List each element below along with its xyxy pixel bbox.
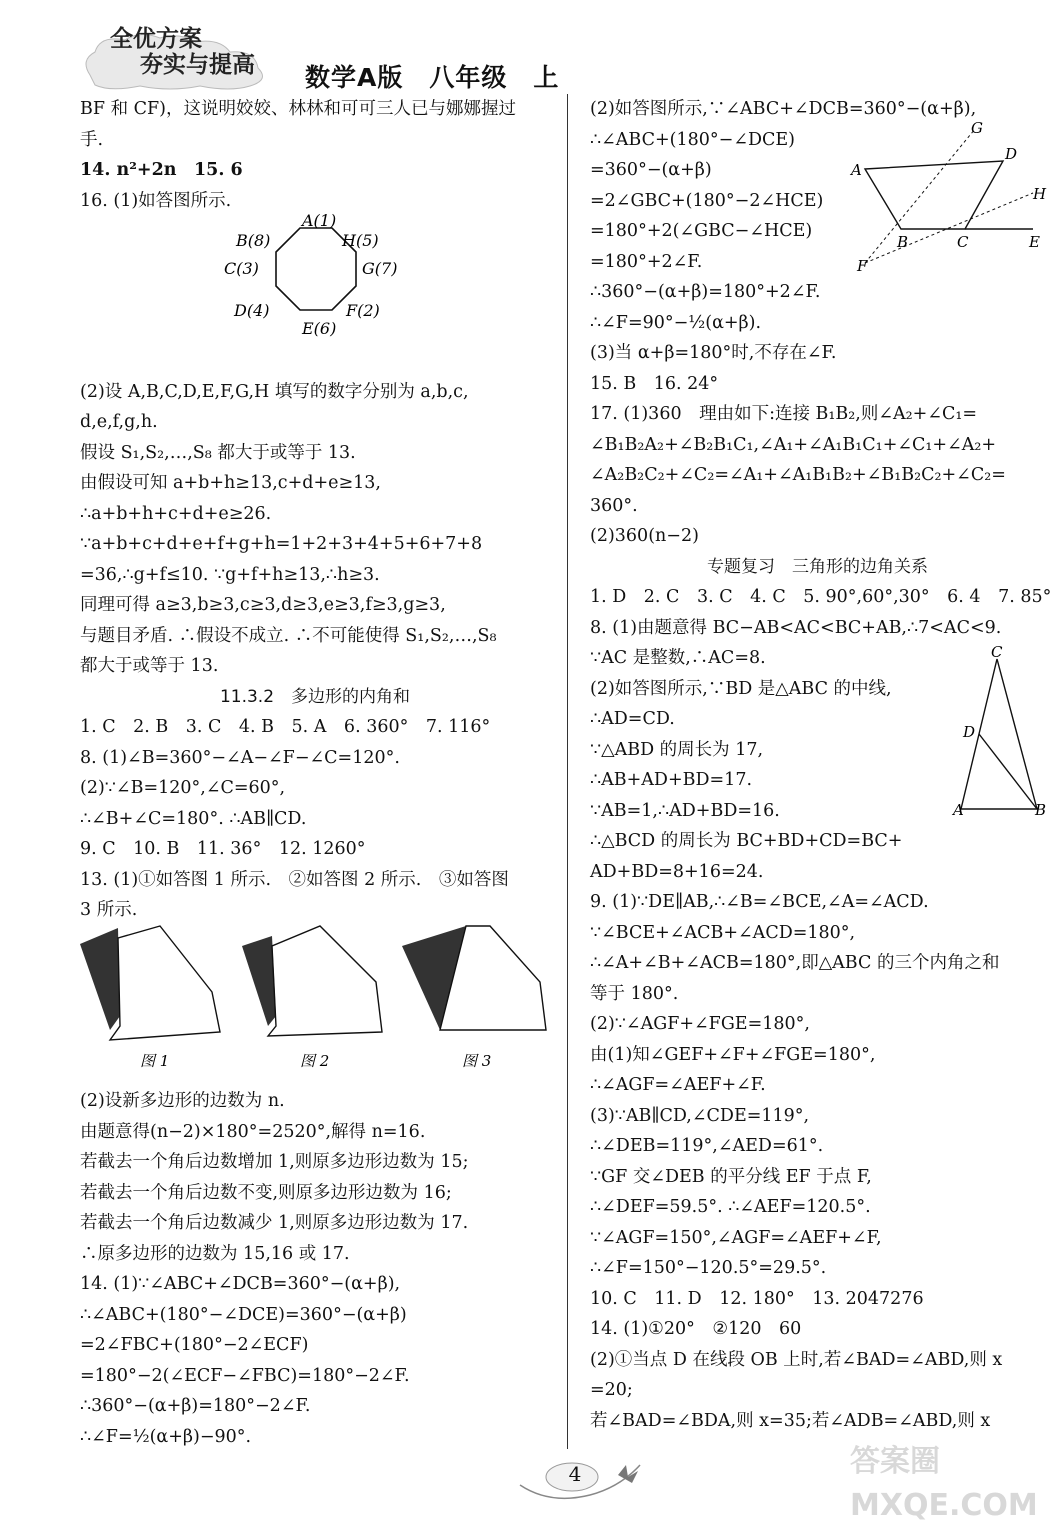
answer-line: ∵△ABD 的周长为 17, bbox=[590, 739, 764, 760]
answer-line: 9. C 10. B 11. 36° 12. 1260° bbox=[80, 839, 366, 859]
answer-line: (2)如答图所示,∵BD 是△ABC 的中线, bbox=[590, 678, 892, 699]
section-heading: 专题复习 三角形的边角关系 bbox=[707, 556, 928, 577]
right-column bbox=[590, 94, 1051, 1436]
answer-line: ∴△BCD 的周长为 BC+BD+CD=BC+ bbox=[590, 831, 903, 851]
answer-line: 8. (1)由题意得 BC−AB<AC<BC+AB,∴7<AC<9. bbox=[590, 617, 1002, 638]
answer-line: ∵∠BCE+∠ACB+∠ACD=180°, bbox=[590, 922, 856, 943]
octagon-label-e: E(6) bbox=[302, 319, 337, 338]
answer-line: ∴∠ABC+(180°−∠DCE)=360°−(α+β) bbox=[80, 1304, 407, 1325]
answer-line: d,e,f,g,h. bbox=[80, 412, 158, 432]
octagon-figure bbox=[80, 211, 550, 366]
quadrilateral-figure bbox=[845, 118, 1047, 275]
answer-line: ∴a+b+h+c+d+e≥26. bbox=[80, 503, 272, 524]
answer-line: 17. (1)360 理由如下:连接 B₁B₂,则∠A₂+∠C₁= bbox=[590, 404, 978, 424]
answer-line: =180°−2(∠ECF−∠FBC)=180°−2∠F. bbox=[80, 1365, 410, 1386]
fig-caption-2: 图 2 bbox=[300, 1051, 330, 1070]
fig14-label-h: H bbox=[1033, 184, 1047, 203]
fig14-label-c: C bbox=[957, 232, 969, 251]
octagon-label-f: F(2) bbox=[346, 301, 380, 320]
answer-line: 14. n²+2n 15. 6 bbox=[80, 160, 243, 180]
answer-line: (2)如答图所示,∵∠ABC+∠DCB=360°−(α+β), bbox=[590, 99, 977, 119]
answer-line: (2)360(n−2) bbox=[590, 526, 699, 546]
answer-line: 同理可得 a≥3,b≥3,c≥3,d≥3,e≥3,f≥3,g≥3, bbox=[80, 595, 446, 615]
fig8-label-b: B bbox=[1035, 801, 1047, 819]
answer-line: ∵AC 是整数,∴AC=8. bbox=[590, 648, 766, 668]
answer-line: 8. (1)∠B=360°−∠A−∠F−∠C=120°. bbox=[80, 747, 400, 768]
answer-line: 14. (1)∵∠ABC+∠DCB=360°−(α+β), bbox=[80, 1274, 401, 1294]
answer-line: 若截去一个角后边数减少 1,则原多边形边数为 17. bbox=[80, 1213, 469, 1233]
answer-line: ∴∠B+∠C=180°. ∴AB∥CD. bbox=[80, 808, 307, 829]
page-title: 数学A版 八年级 上 bbox=[305, 63, 560, 92]
answer-line: ∴360°−(α+β)=180°+2∠F. bbox=[590, 282, 821, 302]
fig14-label-a: A bbox=[851, 160, 862, 179]
answer-line: ∴AB+AD+BD=17. bbox=[590, 770, 753, 790]
answer-line: 1. D 2. C 3. C 4. C 5. 90°,60°,30° 6. 4 7. 85° bbox=[590, 587, 1051, 607]
answer-line: BF 和 CF)，这说明姣姣、林林和可可三人已与娜娜握过 bbox=[80, 99, 516, 119]
answer-line: (3)当 α+β=180°时,不存在∠F. bbox=[590, 343, 837, 363]
fig8-label-c: C bbox=[991, 643, 1003, 661]
answer-line: =2∠GBC+(180°−2∠HCE) bbox=[590, 190, 824, 211]
answer-line: 手. bbox=[80, 129, 104, 150]
octagon-label-a: A(1) bbox=[302, 211, 337, 230]
answer-line: =180°+2(∠GBC−∠HCE) bbox=[590, 221, 813, 241]
octagon-label-d: D(4) bbox=[234, 301, 270, 320]
answer-line: 由假设可知 a+b+h≥13,c+d+e≥13, bbox=[80, 473, 381, 493]
answer-line: ∴∠ABC+(180°−∠DCE) bbox=[590, 129, 796, 150]
answer-line: (2)∵∠B=120°,∠C=60°, bbox=[80, 778, 286, 798]
page-number: 4 bbox=[568, 1462, 582, 1486]
logo-line-1: 全优方案 bbox=[110, 26, 202, 52]
answer-line: ∴原多边形的边数为 15,16 或 17. bbox=[80, 1243, 350, 1264]
logo-text bbox=[110, 26, 255, 78]
octagon-label-b: B(8) bbox=[236, 231, 271, 250]
answer-line: 都大于或等于 13. bbox=[80, 656, 219, 676]
answer-line: 15. B 16. 24° bbox=[590, 373, 719, 394]
fig8-label-a: A bbox=[953, 801, 964, 819]
answer-line: 10. C 11. D 12. 180° 13. 2047276 bbox=[590, 1288, 924, 1309]
answer-line: =180°+2∠F. bbox=[590, 251, 703, 272]
answer-line: ∵∠AGF=150°,∠AGF=∠AEF+∠F, bbox=[590, 1227, 882, 1248]
answer-line: =360°−(α+β) bbox=[590, 160, 712, 180]
answer-line: (2)∵∠AGF+∠FGE=180°, bbox=[590, 1014, 810, 1034]
answer-line: ∴∠AGF=∠AEF+∠F. bbox=[590, 1075, 766, 1095]
fig-caption-1: 图 1 bbox=[140, 1051, 170, 1070]
answer-line: 假设 S₁,S₂,…,S₈ 都大于或等于 13. bbox=[80, 442, 356, 463]
answer-line: (2)设 A,B,C,D,E,F,G,H 填写的数字分别为 a,b,c, bbox=[80, 381, 469, 402]
page-header bbox=[0, 0, 1050, 95]
answer-line: ∴∠DEF=59.5°. ∴∠AEF=120.5°. bbox=[590, 1197, 871, 1217]
answer-line: ∵GF 交∠DEB 的平分线 EF 于点 F, bbox=[590, 1166, 872, 1187]
logo-line-2: 夯实与提高 bbox=[140, 52, 255, 78]
answer-line: ∴360°−(α+β)=180°−2∠F. bbox=[80, 1396, 311, 1416]
answer-line: 13. (1)①如答图 1 所示. ②如答图 2 所示. ③如答图 bbox=[80, 869, 509, 890]
answer-line: ∴∠F=150°−120.5°=29.5°. bbox=[590, 1258, 827, 1278]
answer-line: ∴∠A+∠B+∠ACB=180°,即△ABC 的三个内角之和 bbox=[590, 953, 1000, 973]
answer-line: 等于 180°. bbox=[590, 983, 679, 1004]
watermark: 答案圈 MXQE.COM bbox=[850, 1444, 1038, 1523]
answer-line: ∴∠F=90°−½(α+β). bbox=[590, 312, 762, 333]
answer-line: 3 所示. bbox=[80, 900, 138, 920]
left-column bbox=[80, 94, 550, 1452]
fig14-label-d: D bbox=[1005, 144, 1018, 163]
answer-line: =20; bbox=[590, 1380, 633, 1400]
fig14-label-f: F bbox=[857, 256, 868, 275]
fig14-label-b: B bbox=[897, 232, 909, 251]
answer-line: 14. (1)①20° ②120 60 bbox=[590, 1319, 802, 1339]
answer-line: 9. (1)∵DE∥AB,∴∠B=∠BCE,∠A=∠ACD. bbox=[590, 892, 929, 912]
fig14-label-e: E bbox=[1029, 232, 1040, 251]
answer-line: (3)∵AB∥CD,∠CDE=119°, bbox=[590, 1105, 810, 1126]
answer-line: =36,∴g+f≤10. ∵g+f+h≥13,∴h≥3. bbox=[80, 564, 380, 585]
answer-line: =2∠FBC+(180°−2∠ECF) bbox=[80, 1335, 309, 1355]
answer-line: ∠B₁B₂A₂+∠B₂B₁C₁,∠A₁+∠A₁B₁C₁+∠C₁+∠A₂+ bbox=[590, 434, 997, 455]
answer-line: 若截去一个角后边数不变,则原多边形边数为 16; bbox=[80, 1182, 452, 1203]
answer-line: ∴∠F=½(α+β)−90°. bbox=[80, 1426, 252, 1447]
fig-caption-3: 图 3 bbox=[462, 1051, 492, 1070]
answer-line: ∠A₂B₂C₂+∠C₂=∠A₁+∠A₁B₁B₂+∠B₁B₂C₂+∠C₂= bbox=[590, 465, 1006, 485]
answer-line: ∵a+b+c+d+e+f+g+h=1+2+3+4+5+6+7+8 bbox=[80, 534, 483, 554]
answer-line: ∵AB=1,∴AD+BD=16. bbox=[590, 800, 780, 821]
answer-line: 若∠BAD=∠BDA,则 x=35;若∠ADB=∠ABD,则 x bbox=[590, 1410, 991, 1431]
octagon-label-g: G(7) bbox=[362, 259, 398, 278]
answer-line: (2)①当点 D 在线段 OB 上时,若∠BAD=∠ABD,则 x bbox=[590, 1349, 1003, 1370]
answer-line: 若截去一个角后边数增加 1,则原多边形边数为 15; bbox=[80, 1152, 469, 1172]
triangle-figure bbox=[953, 643, 1047, 827]
fig8-label-d: D bbox=[963, 723, 976, 741]
answer-line: 与题目矛盾. ∴假设不成立. ∴不可能使得 S₁,S₂,…,S₈ bbox=[80, 625, 497, 646]
pentagon-figures bbox=[80, 926, 550, 1076]
fig14-label-g: G bbox=[971, 118, 983, 137]
column-divider bbox=[567, 94, 568, 1449]
section-heading: 11.3.2 多边形的内角和 bbox=[219, 686, 411, 707]
answer-line: ∴AD=CD. bbox=[590, 709, 675, 729]
answer-line: 16. (1)如答图所示. bbox=[80, 190, 232, 211]
answer-line: 360°. bbox=[590, 495, 638, 516]
octagon-label-h: H(5) bbox=[342, 231, 379, 250]
answer-line: 1. C 2. B 3. C 4. B 5. A 6. 360° 7. 116° bbox=[80, 717, 491, 737]
answer-line: ∴∠DEB=119°,∠AED=61°. bbox=[590, 1136, 824, 1156]
answer-line: 由(1)知∠GEF+∠F+∠FGE=180°, bbox=[590, 1044, 876, 1065]
answer-line: 由题意得(n−2)×180°=2520°,解得 n=16. bbox=[80, 1121, 426, 1142]
answer-line: (2)设新多边形的边数为 n. bbox=[80, 1091, 285, 1111]
answer-line: AD+BD=8+16=24. bbox=[590, 861, 764, 882]
octagon-label-c: C(3) bbox=[224, 259, 259, 278]
